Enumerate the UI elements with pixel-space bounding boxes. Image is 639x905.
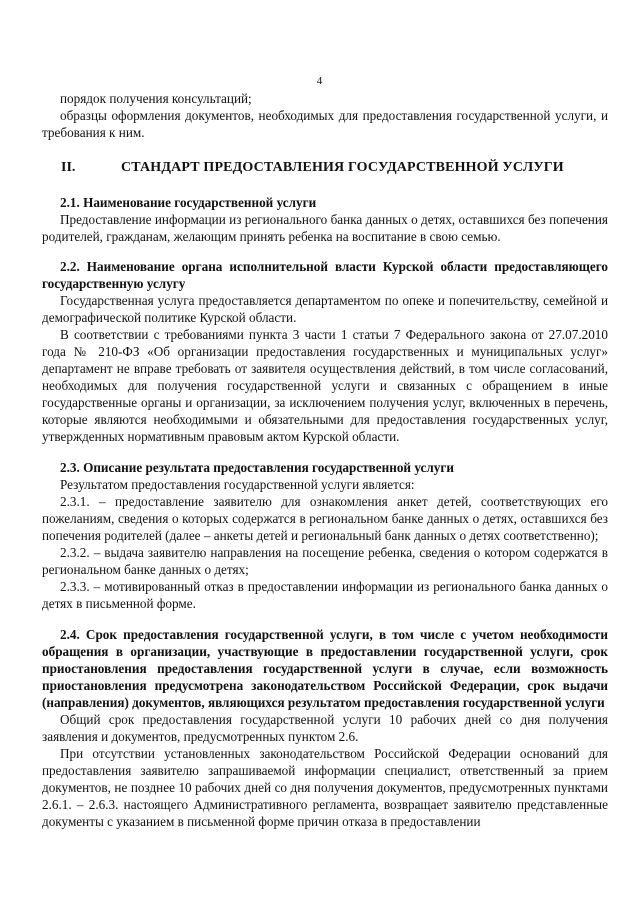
paragraph-2-2-2: В соответствии с требованиями пункта 3 части 1 статьи 7 Федерального закона от 27.07.2010 года № 210-ФЗ «Об организации предоставления государственных и муниципальных услуг» департамент не вправе требовать от заявителя осуществления действий, в том числе согласований, необходимых для получения государственной услуги и связанных с обращением в иные государственные органы и организации, за исключением получения услуг, включенных в перечень, которые являются необходимыми и обязательными для предоставления государственных услуг, утвержденных нормативным правовым актом Курской области. <box>42 327 608 444</box>
intro-line-2: образцы оформления документов, необходимых для предоставления государственной услуги, и требования к ним. <box>42 108 608 140</box>
heading-2-1: 2.1. Наименование государственной услуги <box>60 195 317 210</box>
heading-2-4: 2.4. Срок предоставления государственной услуги, в том числе с учетом необходимости обращения в организации, участвующие в предоставлении государственной услуги, срок приостановления предоставления государственной услуги в случае, если возможность приостановления предусмотрена законодательством Российской Федерации, срок выдачи (направления) документов, являющихся результатом предоставления государственной услуги <box>42 627 608 710</box>
document-body <box>42 90 608 830</box>
paragraph-2-4-2: При отсутствии установленных законодательством Российской Федерации оснований для предоставления заявителю запрашиваемой информации специалист, ответственный за прием документов, не позднее 10 рабочих дней со дня получения документов, предусмотренных пунктами 2.6.1. – 2.6.3. настоящего Административного регламента, возвращает заявителю представленные документы с указанием в письменной форме причин отказа в предоставлении <box>42 746 608 829</box>
intro-line-1: порядок получения консультаций; <box>60 91 252 106</box>
item-2-3-2: 2.3.2. – выдача заявителю направления на посещение ребенка, сведения о котором содержатся в региональном банке данных о детях; <box>42 545 608 577</box>
paragraph-2-4-1: Общий срок предоставления государственной услуги 10 рабочих дней со дня получения заявления и документов, предусмотренных пунктом 2.6. <box>42 712 608 744</box>
paragraph-2-3-intro: Результатом предоставления государственной услуги является: <box>60 477 415 492</box>
section-number: II. <box>61 160 76 175</box>
heading-2-3: 2.3. Описание результата предоставления государственной услуги <box>60 460 454 475</box>
paragraph-2-2-1: Государственная услуга предоставляется департаментом по опеке и попечительству, семейной и демографической политике Курской области. <box>42 293 608 325</box>
heading-2-2: 2.2. Наименование органа исполнительной власти Курской области предоставляющего государственную услугу <box>42 259 608 291</box>
section-title: СТАНДАРТ ПРЕДОСТАВЛЕНИЯ ГОСУДАРСТВЕННОЙ УСЛУГИ <box>121 160 564 175</box>
page-number: 4 <box>316 75 323 87</box>
paragraph-2-1: Предоставление информации из регионального банка данных о детях, оставшихся без попечения родителей, гражданам, желающим принять ребенка на воспитание в свою семью. <box>42 212 608 244</box>
item-2-3-1: 2.3.1. – предоставление заявителю для ознакомления анкет детей, соответствующих его пожеланиям, сведения о которых содержатся в региональном банке данных о детях, оставшихся без попечения родителей (далее – анкеты детей и региональный банк данных о детях соответственно); <box>42 494 608 543</box>
section-heading <box>42 159 608 177</box>
item-2-3-3: 2.3.3. – мотивированный отказ в предоставлении информации из регионального банка данных о детях в письменной форме. <box>42 579 608 611</box>
